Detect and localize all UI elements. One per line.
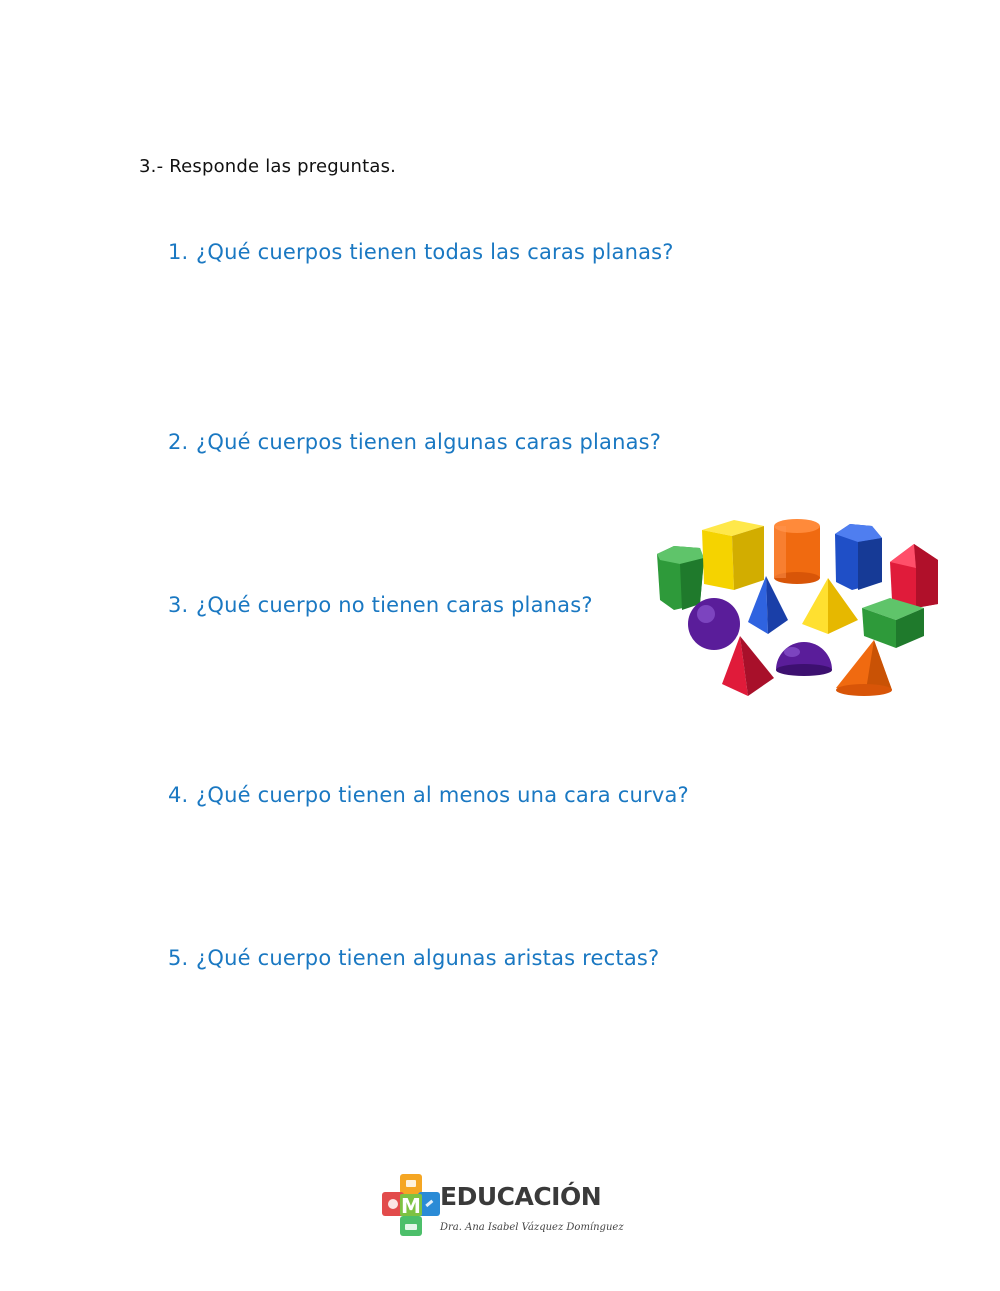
purple-hemisphere-shape bbox=[776, 642, 832, 676]
orange-cylinder-shape bbox=[774, 519, 820, 584]
question-5-text: ¿Qué cuerpo tienen algunas aristas rectas? bbox=[196, 946, 660, 970]
question-3-number: 3. bbox=[168, 593, 189, 617]
orange-cone-shape bbox=[836, 640, 892, 696]
logo-subtitle: Dra. Ana Isabel Vázquez Domínguez bbox=[440, 1222, 624, 1233]
question-2 bbox=[168, 430, 661, 454]
instruction-text: 3.- Responde las preguntas. bbox=[139, 156, 397, 177]
red-triangular-prism-shape bbox=[890, 544, 938, 608]
red-pyramid-shape bbox=[722, 636, 774, 696]
green-prism-shape bbox=[657, 546, 704, 610]
question-5-number: 5. bbox=[168, 946, 189, 970]
question-2-text: ¿Qué cuerpos tienen algunas caras planas? bbox=[196, 430, 662, 454]
question-1-number: 1. bbox=[168, 240, 189, 264]
question-4-number: 4. bbox=[168, 783, 189, 807]
question-2-number: 2. bbox=[168, 430, 189, 454]
question-3-text: ¿Qué cuerpo no tienen caras planas? bbox=[196, 593, 593, 617]
question-1 bbox=[168, 240, 674, 264]
blue-prism-shape bbox=[835, 524, 882, 590]
educacion-logo bbox=[380, 1172, 624, 1242]
question-3 bbox=[168, 593, 593, 617]
question-4-text: ¿Qué cuerpo tienen al menos una cara curva? bbox=[196, 783, 689, 807]
logo-title: EDUCACIÓN bbox=[440, 1182, 602, 1211]
question-5 bbox=[168, 946, 659, 970]
logo-mark-icon bbox=[380, 1172, 442, 1242]
question-1-text: ¿Qué cuerpos tienen todas las caras planas? bbox=[196, 240, 674, 264]
geometric-solids-image bbox=[652, 512, 947, 702]
logo-mark-letter: M bbox=[401, 1194, 421, 1218]
green-block-shape bbox=[862, 598, 924, 648]
question-4 bbox=[168, 783, 689, 807]
yellow-cube-shape bbox=[702, 520, 764, 590]
blue-pyramid-shape bbox=[748, 576, 788, 634]
purple-sphere-shape bbox=[688, 598, 740, 650]
